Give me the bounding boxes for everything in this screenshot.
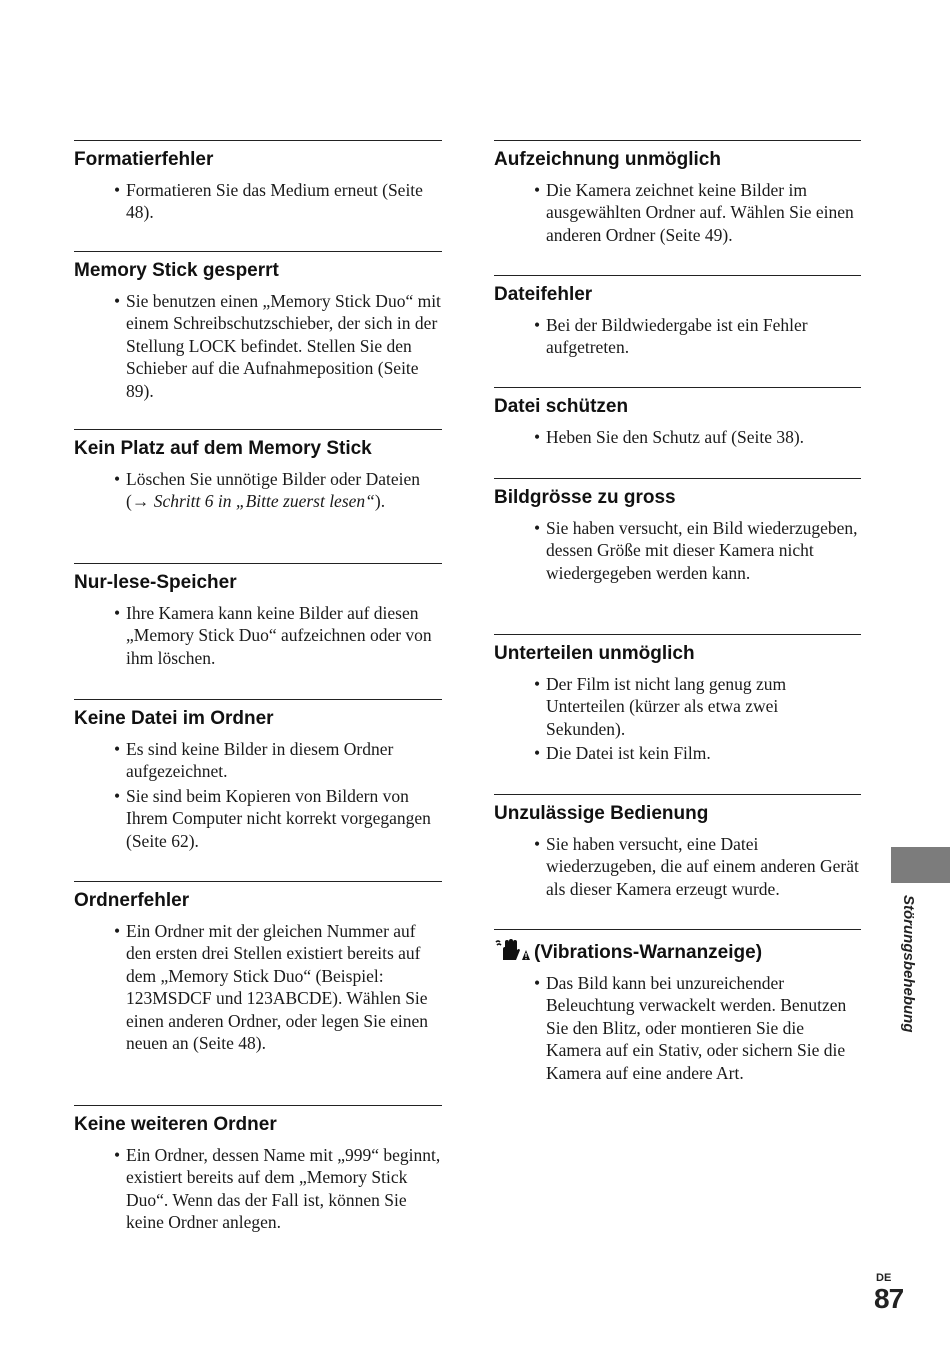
bullet-icon: • (114, 739, 121, 759)
arrow-icon: → (131, 491, 150, 512)
bullet-icon: • (534, 973, 541, 993)
bullet-list (494, 673, 861, 765)
section-dateifehler (494, 275, 861, 387)
bullet-list (494, 179, 861, 246)
section-tab-marker (891, 847, 950, 883)
section-bildgroesse-zu-gross (494, 478, 861, 634)
section-heading: Formatierfehler (74, 149, 214, 170)
list-item: • Die Kamera zeichnet keine Bilder im ausgewählten Ordner auf. Wählen Sie einen anderen Ordner (Seite 49). (534, 180, 854, 245)
list-item: • Es sind keine Bilder in diesem Ordner aufgezeichnet. (114, 739, 394, 782)
section-heading: Keine Datei im Ordner (74, 708, 274, 729)
bullet-list (74, 290, 442, 402)
section-memory-stick-gesperrt (74, 251, 442, 429)
bullet-list (494, 517, 861, 584)
section-heading: Aufzeichnung unmöglich (494, 149, 721, 170)
section-keine-datei (74, 699, 442, 881)
section-heading: Ordnerfehler (74, 890, 190, 911)
section-heading: (Vibrations-Warnanzeige) (494, 938, 861, 964)
section-keine-weiteren-ordner (74, 1105, 442, 1266)
bullet-icon: • (534, 834, 541, 854)
section-heading: Memory Stick gesperrt (74, 260, 279, 281)
list-item: • Heben Sie den Schutz auf (Seite 38). (534, 427, 805, 447)
bullet-list (74, 920, 442, 1054)
section-datei-schuetzen (494, 387, 861, 478)
camera-shake-warning-icon (494, 938, 530, 962)
bullet-icon: • (114, 603, 121, 623)
bullet-list (494, 972, 861, 1084)
bullet-icon: • (534, 518, 541, 538)
bullet-list (74, 738, 442, 852)
reference-link-text: Schritt 6 in „Bitte zuerst lesen“ (153, 491, 375, 512)
list-item: • Formatieren Sie das Medium erneut (Seite 48). (114, 180, 423, 223)
list-item: • Das Bild kann bei unzureichender Beleuchtung verwackelt werden. Benutzen Sie den Blitz, oder montieren Sie die Kamera auf ein Stativ, oder sichern Sie die Kamera auf eine andere Art. (534, 973, 847, 1083)
section-heading: Unzulässige Bedienung (494, 803, 709, 824)
page-language: DE (876, 1272, 892, 1284)
list-item: • Ein Ordner, dessen Name mit „999“ beginnt, existiert bereits auf dem „Memory Stick Duo“. Wenn das der Fall ist, können Sie keine Ordner anlegen. (114, 1145, 441, 1233)
bullet-list (74, 1144, 442, 1234)
bullet-icon: • (114, 1145, 121, 1165)
section-heading: Kein Platz auf dem Memory Stick (74, 438, 372, 459)
section-aufzeichnung-unmoeglich (494, 140, 861, 275)
section-vibrations-warnanzeige (494, 929, 861, 1110)
bullet-icon: • (534, 674, 541, 694)
page-number: 87 (874, 1283, 904, 1314)
section-nur-lese-speicher (74, 563, 442, 699)
section-kein-platz (74, 429, 442, 563)
bullet-icon: • (114, 180, 121, 200)
list-item: • Sie haben versucht, ein Bild wiederzugeben, dessen Größe mit dieser Kamera nicht wiedergegeben werden kann. (534, 518, 858, 583)
left-column (74, 140, 442, 1266)
section-tab-label: Störungsbehebung (900, 895, 917, 1033)
right-column (494, 140, 861, 1110)
section-heading: Nur-lese-Speicher (74, 572, 237, 593)
bullet-list (494, 426, 861, 448)
list-item: • Sie haben versucht, eine Datei wiederzugeben, die auf einem anderen Gerät als dieser Kamera erzeugt wurde. (534, 834, 859, 899)
bullet-icon: • (114, 921, 121, 941)
bullet-icon: • (114, 469, 121, 489)
bullet-list (494, 314, 861, 359)
list-item: • Die Datei ist kein Film. (534, 743, 711, 764)
section-formatierfehler (74, 140, 442, 251)
bullet-list (74, 179, 442, 224)
list-item: • Sie sind beim Kopieren von Bildern von Ihrem Computer nicht korrekt vorgegangen (Seite 62). (114, 785, 431, 851)
list-item: • Sie benutzen einen „Memory Stick Duo“ mit einem Schreibschutzschieber, der sich in der Stellung LOCK befindet. Stellen Sie den Schieber auf die Aufnahmeposition (Seite 89). (114, 291, 441, 401)
bullet-icon: • (534, 180, 541, 200)
bullet-list (74, 602, 442, 669)
section-unterteilen-unmoeglich (494, 634, 861, 794)
section-heading: Keine weiteren Ordner (74, 1114, 277, 1135)
section-heading: Datei schützen (494, 396, 629, 417)
bullet-icon: • (534, 315, 541, 335)
section-heading: Dateifehler (494, 284, 593, 305)
bullet-icon: • (114, 291, 121, 311)
bullet-list (494, 833, 861, 900)
list-item: • Bei der Bildwiedergabe ist ein Fehler aufgetreten. (534, 315, 808, 358)
section-ordnerfehler (74, 881, 442, 1105)
bullet-list (74, 468, 442, 513)
list-item: • Ein Ordner mit der gleichen Nummer auf den ersten drei Stellen existiert bereits auf dem „Memory Stick Duo“ (Beispiel: 123MSDCF und 123ABCDE). Wählen Sie einen anderen Ordner, oder legen Sie einen neuen an (Seite 48). (114, 921, 429, 1054)
section-heading: Bildgrösse zu gross (494, 487, 676, 508)
list-item: • Löschen Sie unnötige Bilder oder Dateien (→ Schritt 6 in „Bitte zuerst lesen“). (114, 469, 421, 512)
bullet-icon: • (534, 743, 541, 764)
list-item: • Ihre Kamera kann keine Bilder auf diesen „Memory Stick Duo“ aufzeichnen oder von ihm löschen. (114, 603, 432, 668)
bullet-icon: • (534, 427, 541, 447)
section-unzulaessige-bedienung (494, 794, 861, 929)
list-item: • Der Film ist nicht lang genug zum Unterteilen (kürzer als etwa zwei Sekunden). (534, 674, 787, 739)
bullet-icon: • (114, 785, 121, 806)
section-heading: Unterteilen unmöglich (494, 643, 695, 664)
